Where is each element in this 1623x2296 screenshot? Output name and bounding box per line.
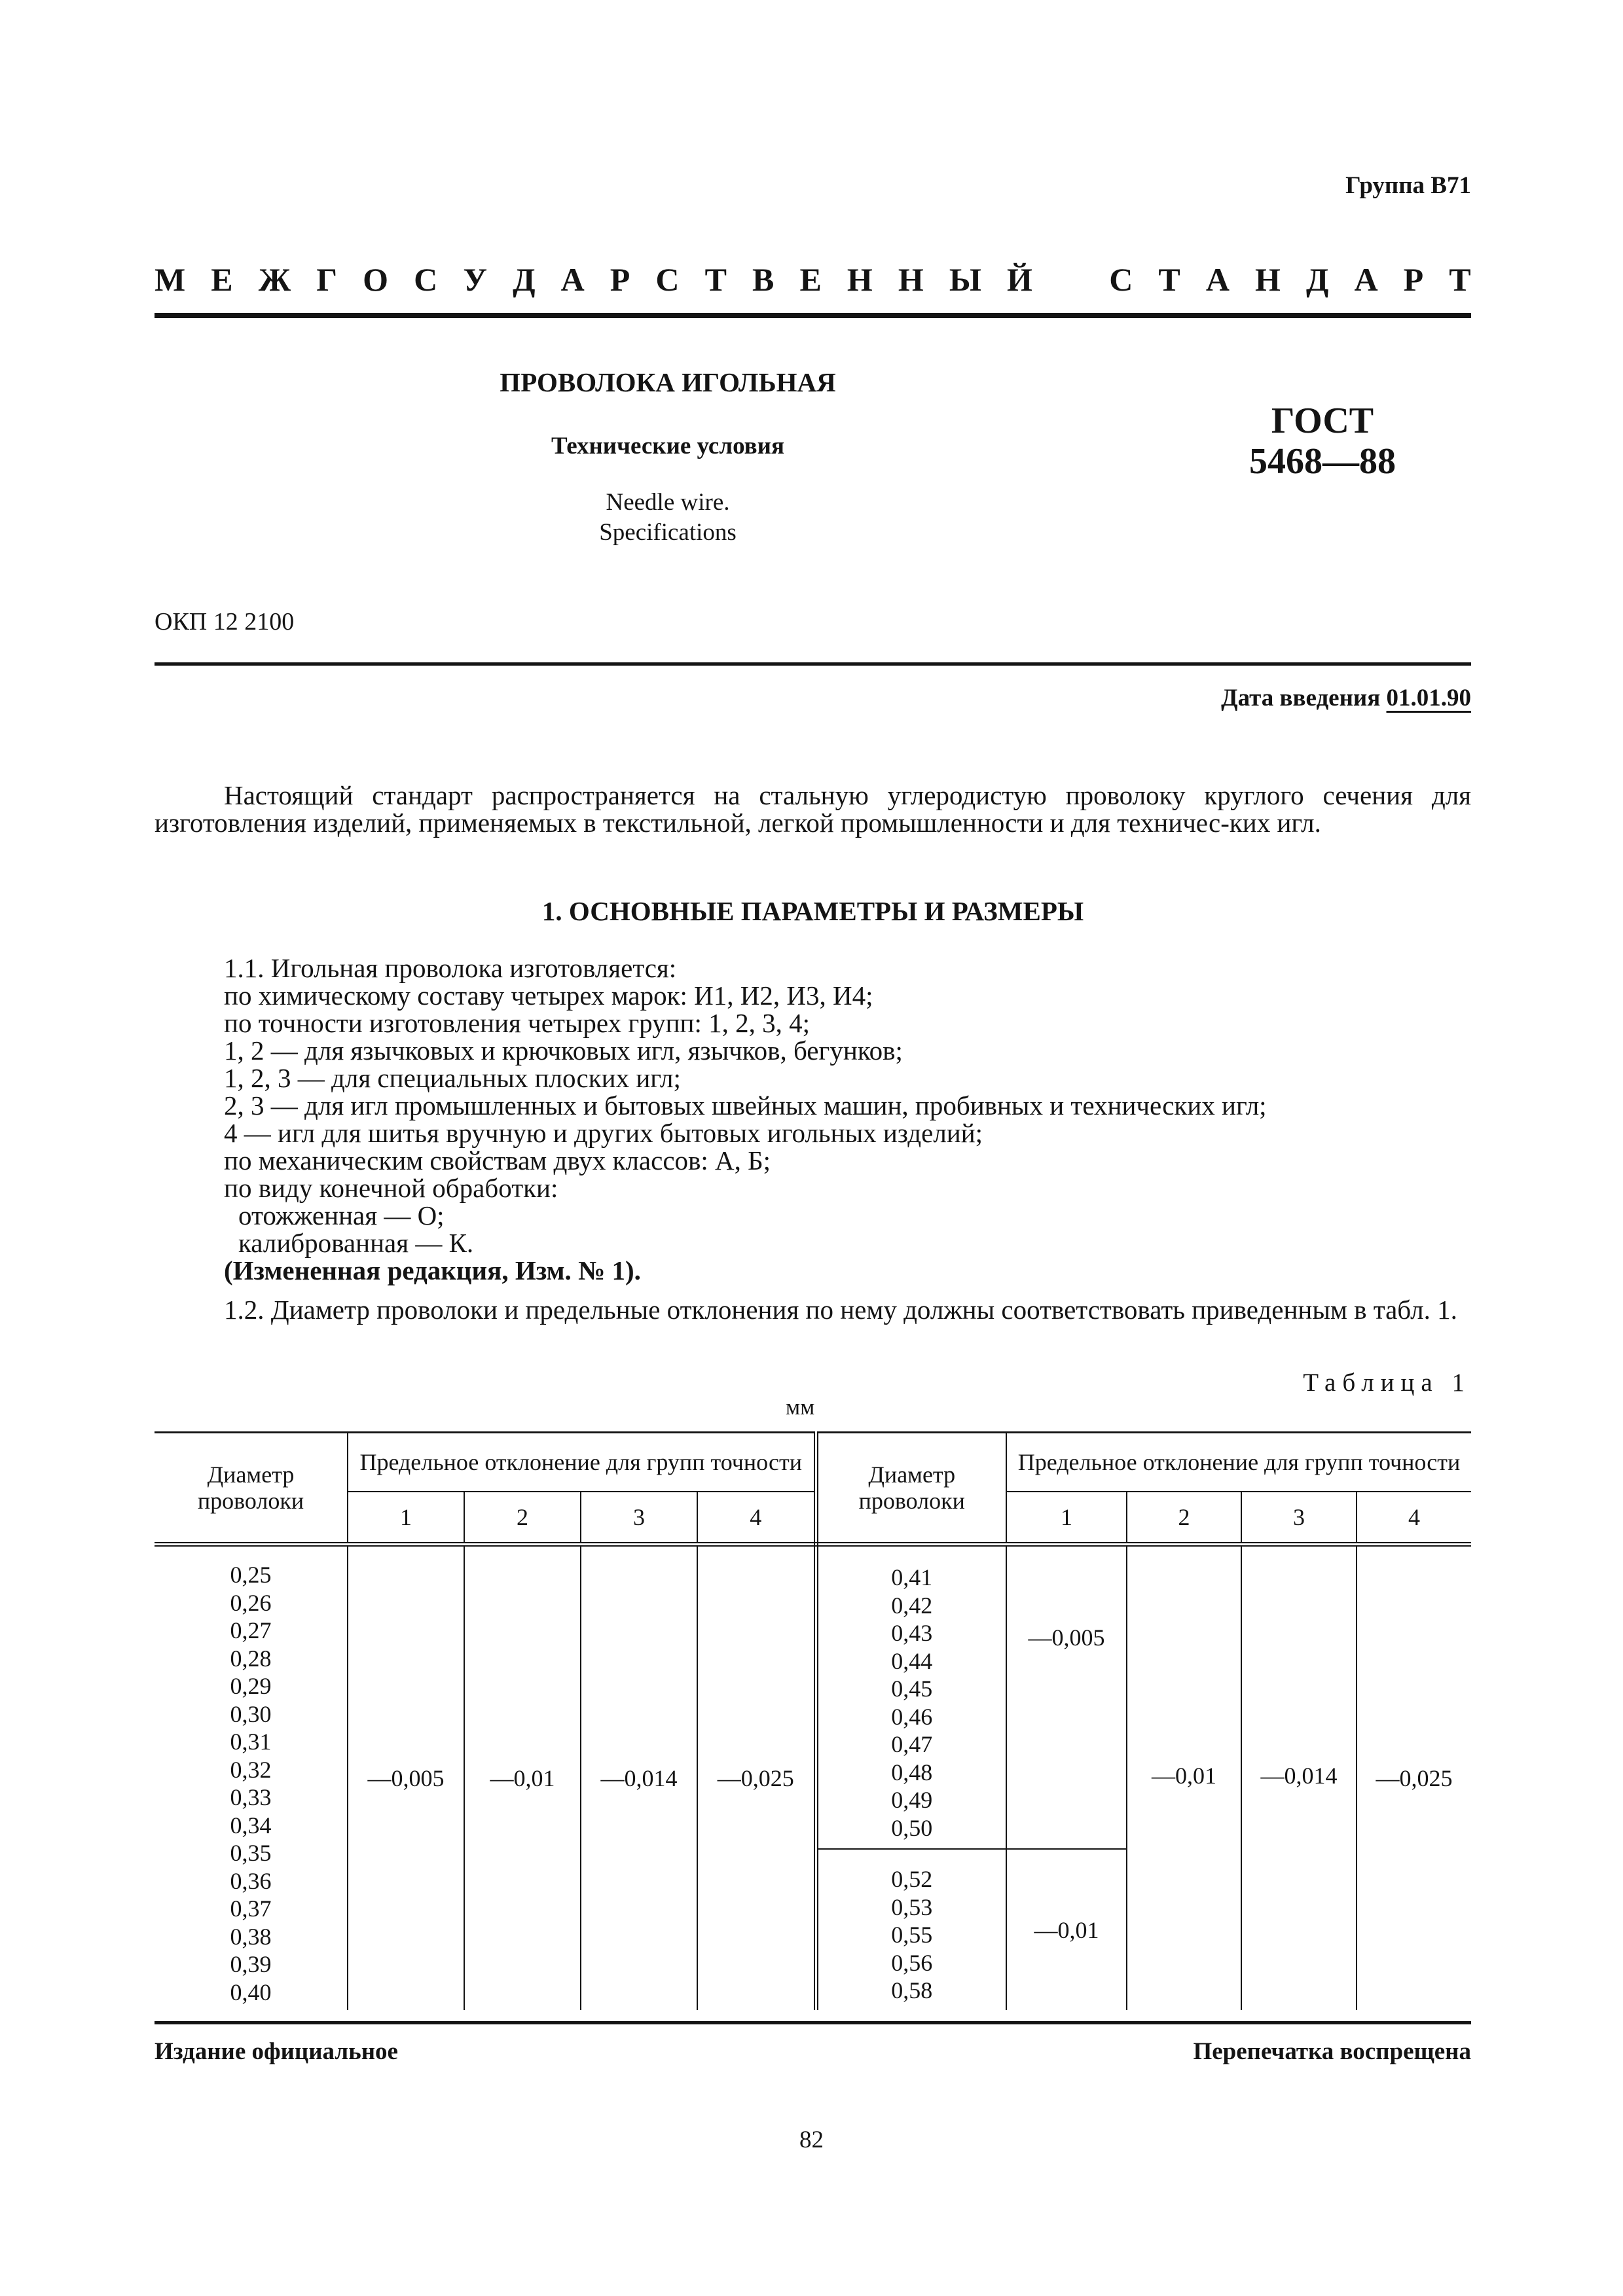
english-title-line: Needle wire. <box>606 489 730 516</box>
list-item: по химическому составу четырех марок: И1, И2, И3, И4; <box>224 980 873 1011</box>
deviation-cell: —0,005 <box>348 1545 464 2011</box>
header-group-number: 2 <box>1127 1492 1241 1545</box>
diameter-list-right-b <box>816 1849 1006 2010</box>
introduction-date <box>1221 684 1471 712</box>
header-rule <box>155 313 1471 318</box>
banner-letter: С <box>1109 261 1133 298</box>
banner-letter: Р <box>610 261 630 298</box>
standard-banner <box>155 260 1471 298</box>
deviation-cell: —0,01 <box>464 1545 581 2011</box>
header-group-number: 4 <box>1357 1492 1471 1545</box>
header-deviation-left: Предельное отклонение для групп точности <box>348 1433 816 1492</box>
deviation-cell: —0,014 <box>1241 1545 1357 2011</box>
amendment-note: (Измененная редакция, Изм. № 1). <box>224 1255 641 1285</box>
okp-code: ОКП 12 2100 <box>155 608 295 636</box>
banner-letter: Д <box>1305 261 1329 298</box>
footer-official-edition: Издание официальное <box>155 2038 398 2065</box>
list-item: по точности изготовления четырех групп: 1, 2, 3, 4; <box>224 1008 811 1038</box>
banner-letter: А <box>560 261 585 298</box>
deviation-cell: —0,005 <box>1006 1545 1127 1850</box>
header-deviation-right: Предельное отклонение для групп точности <box>1006 1433 1471 1492</box>
banner-letter: Т <box>1449 261 1471 298</box>
banner-letter: А <box>1205 261 1230 298</box>
header-group-number: 2 <box>464 1492 581 1545</box>
clause-1-2-text: 1.2. Диаметр проволоки и предельные отклонения по нему должны соответствовать приведенным в табл. 1. <box>224 1295 1457 1325</box>
page-number: 82 <box>799 2126 824 2153</box>
title-block <box>406 367 930 548</box>
okp-rule <box>155 662 1471 666</box>
diameter-values: 0,41 0,42 0,43 0,44 0,45 0,46 0,47 0,48 0,49 0,50 <box>891 1564 933 1841</box>
banner-letter: Е <box>799 261 822 298</box>
banner-letter: Т <box>704 261 727 298</box>
group-label: Группа В71 <box>1345 172 1471 199</box>
list-item: 2, 3 — для игл промышленных и бытовых швейных машин, пробивных и технических игл; <box>224 1090 1267 1121</box>
deviation-cell: —0,01 <box>1127 1545 1241 2011</box>
banner-letter: Е <box>211 261 233 298</box>
list-sub-item: калиброванная — К. <box>238 1228 474 1258</box>
gost-designation <box>1192 401 1453 482</box>
clause-1-1 <box>224 954 1267 1284</box>
list-item: по механическим свойствам двух классов: А, Б; <box>224 1145 771 1175</box>
clause-1-2 <box>155 1296 1471 1323</box>
banner-letter: Н <box>1255 261 1281 298</box>
diameter-list-right-a <box>816 1545 1006 1850</box>
list-item: 1, 2, 3 — для специальных плоских игл; <box>224 1063 681 1093</box>
deviation-cell: —0,01 <box>1006 1849 1127 2010</box>
banner-letter: В <box>752 261 775 298</box>
banner-letter: О <box>363 261 389 298</box>
deviation-cell: —0,025 <box>697 1545 816 2011</box>
introduction-date-label: Дата введения <box>1221 685 1381 711</box>
document-subtitle: Технические условия <box>551 433 784 459</box>
deviation-cell: —0,025 <box>1357 1545 1471 2011</box>
intro-paragraph <box>155 781 1471 836</box>
header-group-number: 1 <box>1006 1492 1127 1545</box>
footer-reprint-notice: Перепечатка воспрещена <box>1193 2038 1471 2065</box>
banner-letter: А <box>1354 261 1378 298</box>
banner-letter: С <box>414 261 438 298</box>
header-diameter-right: Диаметр проволоки <box>816 1433 1006 1545</box>
document-title: ПРОВОЛОКА ИГОЛЬНАЯ <box>500 367 836 397</box>
deviation-cell: —0,014 <box>581 1545 697 2011</box>
banner-letter: У <box>463 261 488 298</box>
table-unit: мм <box>786 1394 815 1420</box>
list-item: по виду конечной обработки: <box>224 1173 558 1203</box>
banner-letter: Н <box>898 261 924 298</box>
table-caption: Таблица 1 <box>1303 1369 1471 1397</box>
banner-letter: Т <box>1158 261 1180 298</box>
footer-rule <box>155 2021 1471 2024</box>
diameter-values: 0,52 0,53 0,55 0,56 0,58 <box>891 1866 933 2004</box>
header-group-number: 3 <box>581 1492 697 1545</box>
header-group-number: 3 <box>1241 1492 1357 1545</box>
list-sub-item: отожженная — О; <box>238 1200 445 1230</box>
introduction-date-value: 01.01.90 <box>1386 685 1471 711</box>
list-item: 1, 2 — для язычковых и крючковых игл, язычков, бегунков; <box>224 1035 903 1066</box>
list-item: 1.1. Игольная проволока изготовляется: <box>224 953 677 983</box>
banner-letter: Ы <box>949 261 981 298</box>
header-group-number: 4 <box>697 1492 816 1545</box>
banner-letter: М <box>155 261 186 298</box>
gost-number: 5468—88 <box>1249 441 1396 482</box>
gost-label: ГОСТ <box>1271 401 1374 441</box>
header-diameter-left: Диаметр проволоки <box>155 1433 348 1545</box>
list-item: 4 — игл для шитья вручную и других бытовых игольных изделий; <box>224 1118 983 1148</box>
diameter-list-left <box>155 1545 348 2011</box>
intro-paragraph-text: Настоящий стандарт распространяется на стальную углеродистую проволоку круглого сечения для изготовления изделий, применяемых в текстильной, легкой промышленности и для техничес-ких игл. <box>155 780 1471 838</box>
english-title <box>406 488 930 548</box>
header-group-number: 1 <box>348 1492 464 1545</box>
banner-letter: С <box>655 261 680 298</box>
banner-letter: Н <box>847 261 873 298</box>
banner-letter: Й <box>1007 261 1032 298</box>
banner-letter: Р <box>1403 261 1424 298</box>
diameter-values: 0,25 0,26 0,27 0,28 0,29 0,30 0,31 0,32 0,33 0,34 0,35 0,36 0,37 0,38 0,39 0,40 <box>230 1562 272 2005</box>
banner-letter: Г <box>316 261 338 298</box>
banner-letter: Ж <box>258 261 291 298</box>
section-title: 1. ОСНОВНЫЕ ПАРАМЕТРЫ И РАЗМЕРЫ <box>541 896 1084 926</box>
diameter-table <box>155 1431 1471 2010</box>
english-title-line: Specifications <box>599 519 737 546</box>
banner-letter: Д <box>513 261 536 298</box>
